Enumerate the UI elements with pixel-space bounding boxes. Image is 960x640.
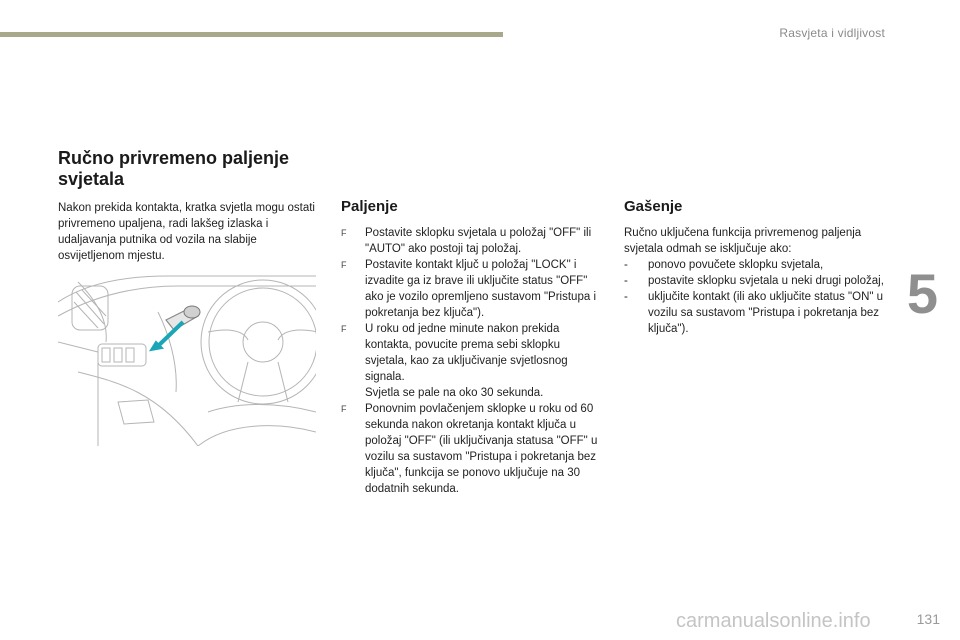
gasenje-heading: Gašenje — [624, 198, 683, 215]
dash-marker: - — [624, 275, 628, 287]
paljenje-heading: Paljenje — [341, 198, 398, 215]
paljenje-list — [341, 225, 603, 497]
bullet-marker: F — [341, 404, 347, 414]
bullet-marker: F — [341, 324, 347, 334]
list-item: F Postavite sklopku svjetala u položaj "OFF" ili "AUTO" ako postoji taj položaj. — [341, 227, 592, 255]
bullet-marker: F — [341, 228, 347, 238]
dashboard-illustration — [58, 272, 316, 446]
list-item: - uključite kontakt (ili ako uključite status "ON" u vozilu sa sustavom "Pristupa i pokretanja bez ključa"). — [624, 291, 884, 335]
section-name: Rasvjeta i vidljivost — [779, 26, 885, 40]
list-item: - ponovo povučete sklopku svjetala, — [624, 259, 824, 271]
gasenje-intro: Ručno uključena funkcija privremenog paljenja svjetala odmah se isključuje ako: — [624, 227, 862, 255]
page-title: Ručno privremeno paljenje svjetala — [58, 148, 290, 189]
list-item: - postavite sklopku svjetala u neki drugi položaj, — [624, 275, 884, 287]
list-item: F Ponovnim povlačenjem sklopke u roku od 60 sekunda nakon okretanja kontakt ključa u položaj "OFF" (ili uključivanja statusa "OFF" u vozilu sa sustavom "Pristupa i pokretanja bez ključa", funkcija se ponovo uključuje na 30 dodatnih sekunda. — [341, 403, 598, 495]
header-bar — [0, 32, 503, 37]
list-item: F Postavite kontakt ključ u položaj "LOCK" i izvadite ga iz brave ili uključite status "OFF" ako je vozilo opremljeno sustavom "Pristupa i pokretanja bez ključa"). — [341, 259, 596, 319]
watermark: carmanualsonline.info — [676, 610, 871, 632]
list-item-note: Svjetla se pale na oko 30 sekunda. — [365, 387, 544, 399]
page-number: 131 — [916, 611, 940, 627]
chapter-number: 5 — [906, 262, 938, 325]
bullet-marker: F — [341, 260, 347, 270]
gasenje-list — [624, 257, 894, 337]
gasenje-section — [624, 198, 894, 337]
list-item: F U roku od jedne minute nakon prekida kontakta, povucite prema sebi sklopku svjetala, kao za uključivanje svjetlosnog signala. Svjetla se pale na oko 30 sekunda. — [341, 321, 603, 401]
paljenje-section — [341, 198, 603, 497]
dash-marker: - — [624, 291, 628, 303]
intro-paragraph: Nakon prekida kontakta, kratka svjetla mogu ostati privremeno upaljena, radi lakšeg izlaska i udaljavanja putnika od vozila na slabije osvijetljenom mjestu. — [58, 202, 315, 262]
dash-marker: - — [624, 259, 628, 271]
